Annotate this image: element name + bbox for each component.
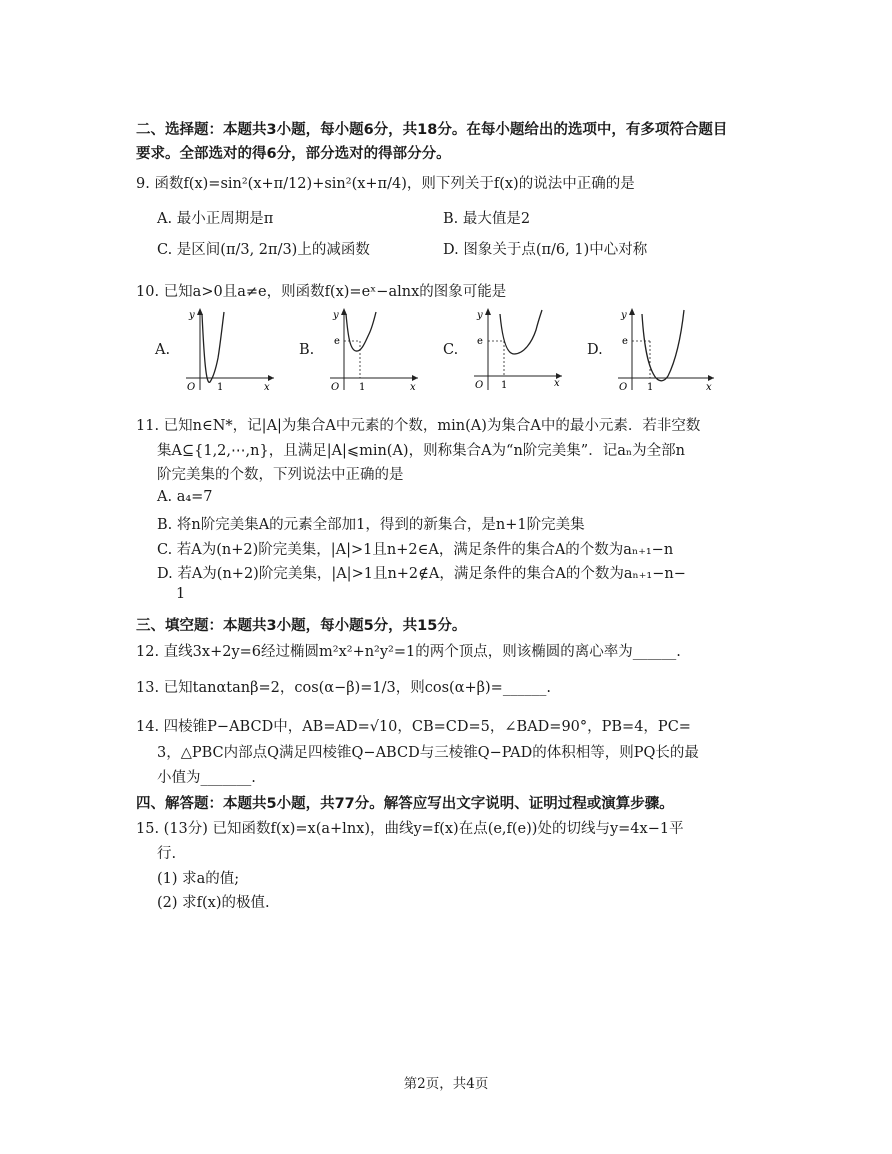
question-11-option-b: B. 将n阶完美集A的元素全部加1，得到的新集合，是n+1阶完美集 [157,517,585,533]
graph-c-y-label: y [477,310,483,321]
question-11-line3: 阶完美集的个数，下列说法中正确的是 [157,467,404,483]
question-11-option-a: A. a₄=7 [157,489,213,505]
question-15-part-1: (1) 求a的值; [157,871,240,887]
question-9-stem: 9. 函数f(x)=sin²(x+π/12)+sin²(x+π/4)，则下列关于f(x)的说法中正确的是 [136,176,635,192]
graph-d-label: D. [587,342,603,358]
graph-d-tick-1: 1 [647,382,654,392]
question-10-stem: 10. 已知a>0且a≠e，则函数f(x)=eˣ−alnx的图象可能是 [136,284,507,300]
graph-d-y-label: y [621,310,627,321]
graph-b-label: B. [299,342,315,358]
graph-c-label: C. [443,342,459,358]
graph-c-x-label: x [554,378,560,389]
question-11-option-d-line1: D. 若A为(n+2)阶完美集，|A|>1且n+2∉A，满足条件的集合A的个数为aₙ₊₁−n− [157,566,686,582]
graph-c-tick-e: e [477,336,483,347]
graph-a-curve [202,312,224,382]
graph-c-origin: O [475,380,484,391]
question-9-option-d: D. 图象关于点(π/6, 1)中心对称 [443,242,648,258]
section-2-heading-line1: 二、选择题：本题共3小题，每小题6分，共18分。在每小题给出的选项中，有多项符合题目 [136,122,728,138]
question-11-option-d-line2: 1 [176,586,186,602]
question-9-option-a: A. 最小正周期是π [157,211,274,227]
question-15-line1: 15. (13分) 已知函数f(x)=x(a+lnx)，曲线y=f(x)在点(e,f(e))处的切线与y=4x−1平 [136,821,684,837]
graph-d [610,306,720,392]
graph-b-x-label: x [410,382,416,392]
question-11-line2: 集A⊆{1,2,⋯,n}，且满足|A|⩽min(A)，则称集合A为“n阶完美集”．记aₙ为全部n [157,443,685,459]
graph-a-x-label: x [264,382,270,392]
question-11-option-c: C. 若A为(n+2)阶完美集，|A|>1且n+2∈A，满足条件的集合A的个数为aₙ₊₁−n [157,542,674,558]
graph-b-tick-e: e [334,336,340,347]
graph-a-y-label: y [189,310,195,321]
graph-c-curve [500,310,542,354]
section-2-heading-line2: 要求。全部选对的得6分，部分选对的得部分分。 [136,146,451,162]
question-9-option-b: B. 最大值是2 [443,211,531,227]
graph-d-curve [642,310,684,381]
graph-a-tick-1: 1 [217,382,224,392]
question-14-line3: 小值为_______. [157,770,256,786]
section-3-heading: 三、填空题：本题共3小题，每小题5分，共15分。 [136,618,467,634]
page-footer: 第2页，共4页 [403,1076,489,1092]
graph-d-x-label: x [706,382,712,392]
question-14-line2: 3，△PBC内部点Q满足四棱锥Q−ABCD与三棱锥Q−PAD的体积相等，则PQ长的最 [157,745,699,761]
question-9-option-c: C. 是区间(π/3, 2π/3)上的减函数 [157,242,370,258]
graph-a [178,306,278,392]
graph-b-curve [346,312,376,351]
question-11-line1: 11. 已知n∈N*，记|A|为集合A中元素的个数，min(A)为集合A中的最小元素．若非空数 [136,418,701,434]
question-13: 13. 已知tanαtanβ=2，cos(α−β)=1/3，则cos(α+β)=______. [136,680,551,696]
section-4-heading: 四、解答题：本题共5小题，共77分。解答应写出文字说明、证明过程或演算步骤。 [136,796,674,812]
graph-a-label: A. [155,342,171,358]
graph-c [466,306,566,392]
graph-b-y-label: y [333,310,339,321]
question-15-part-2: (2) 求f(x)的极值. [157,895,270,911]
graph-b-origin: O [331,382,340,392]
graph-d-origin: O [619,382,628,392]
graph-d-tick-e: e [622,336,628,347]
graph-c-tick-1: 1 [501,380,508,391]
graph-b [322,306,422,392]
graph-b-tick-1: 1 [359,382,366,392]
question-14-line1: 14. 四棱锥P−ABCD中，AB=AD=√10，CB=CD=5，∠BAD=90°，PB=4，PC= [136,719,691,735]
question-12: 12. 直线3x+2y=6经过椭圆m²x²+n²y²=1的两个顶点，则该椭圆的离心率为______. [136,644,681,660]
graph-a-origin: O [187,382,196,392]
question-15-line2: 行. [157,846,177,862]
